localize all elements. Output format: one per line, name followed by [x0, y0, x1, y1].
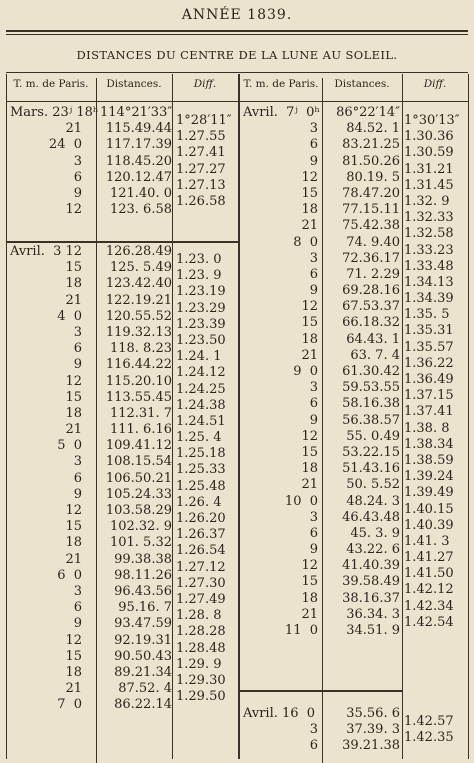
- header-dist-left: Distances.: [106, 78, 162, 90]
- difference-cell: 1.28. 8: [176, 608, 222, 624]
- difference-cell: 1.27.41: [176, 145, 226, 161]
- difference-cell: 1.33.23: [404, 242, 454, 258]
- time-cell: 21: [65, 292, 82, 308]
- time-cell: 12: [65, 632, 82, 648]
- distance-cell: 113.55.45: [105, 389, 172, 405]
- distance-cell: 86.22.14: [114, 697, 172, 713]
- time-cell: 18: [301, 331, 318, 347]
- distance-cell: 84.52. 1: [346, 121, 400, 137]
- subtitle-rule: [6, 72, 468, 73]
- difference-cell: 1.30.59: [404, 145, 454, 161]
- time-cell: 8 0: [293, 234, 318, 250]
- difference-cell: 1.38. 8: [404, 420, 450, 436]
- difference-cell: 1.35.57: [404, 339, 454, 355]
- border-left: [6, 74, 7, 759]
- time-cell: Avril. 3 12: [10, 244, 83, 259]
- time-cell: 6: [73, 600, 82, 616]
- time-cell: 9: [309, 412, 318, 428]
- time-cell: 12: [65, 503, 82, 518]
- time-cell: 21: [301, 477, 318, 493]
- difference-cell: 1.24.38: [176, 397, 226, 413]
- time-cell: 9: [73, 486, 82, 502]
- difference-cell: 1.40.15: [404, 501, 454, 517]
- difference-cell: 1.42.35: [404, 730, 454, 746]
- border-right: [468, 74, 469, 759]
- difference-column: [176, 252, 238, 705]
- distance-cell: 115.49.44: [105, 121, 172, 137]
- time-cell: 15: [65, 260, 82, 276]
- difference-cell: 1.24.51: [176, 413, 226, 429]
- header-time-left: T. m. de Paris.: [13, 78, 89, 90]
- time-column: [243, 105, 318, 639]
- distance-cell: 39.21.38: [342, 738, 400, 754]
- time-cell: 18: [65, 664, 82, 680]
- difference-cell: 1.24.12: [176, 365, 226, 381]
- distance-cell: 34.51. 9: [346, 623, 400, 638]
- difference-cell: 1.26.54: [176, 543, 226, 559]
- header-time-right: T. m. de Paris.: [243, 78, 319, 90]
- difference-cell: 1.41. 3: [404, 533, 450, 549]
- distance-cell: 80.19. 5: [346, 169, 400, 185]
- time-cell: 7 0: [57, 697, 82, 713]
- time-cell: 3: [309, 509, 318, 525]
- time-cell: 11 0: [284, 623, 318, 638]
- difference-cell: 1.23.39: [176, 316, 226, 332]
- time-cell: 12: [65, 373, 82, 389]
- distance-cell: 55. 0.49: [346, 428, 400, 444]
- distance-cell: 106.50.21: [105, 470, 172, 486]
- distance-cell: 71. 2.29: [346, 266, 400, 282]
- page-title: ANNÉE 1839.: [181, 7, 293, 23]
- distance-column: [100, 105, 172, 218]
- distance-cell: 121.40. 0: [109, 185, 172, 201]
- divider: [402, 74, 403, 759]
- distance-cell: 126.28.49: [105, 244, 172, 259]
- distance-cell: 118.45.20: [105, 153, 172, 169]
- difference-cell: 1.23. 0: [176, 252, 222, 267]
- difference-cell: 1.27.12: [176, 559, 226, 575]
- time-cell: 6: [309, 137, 318, 153]
- difference-cell: 1.32.33: [404, 210, 454, 226]
- difference-cell: 1.37.15: [404, 388, 454, 404]
- difference-cell: 1.27.49: [176, 591, 226, 607]
- distance-cell: 89.21.34: [114, 664, 172, 680]
- distance-cell: 41.40.39: [342, 558, 400, 574]
- time-cell: 21: [301, 218, 318, 234]
- distance-cell: 46.43.48: [342, 509, 400, 525]
- time-cell: 24 0: [48, 137, 82, 153]
- difference-cell: 1°28′11″: [176, 113, 232, 128]
- difference-cell: 1.38.34: [404, 436, 454, 452]
- difference-cell: 1.25. 4: [176, 430, 222, 446]
- distance-cell: 111. 6.16: [109, 422, 172, 438]
- difference-cell: 1.41.50: [404, 566, 454, 582]
- time-cell: 15: [301, 315, 318, 331]
- time-cell: 3: [73, 583, 82, 599]
- distance-cell: 118. 8.23: [109, 341, 172, 357]
- distance-cell: 69.28.16: [342, 283, 400, 299]
- difference-column: [404, 113, 466, 631]
- difference-column: [404, 714, 466, 746]
- time-cell: 9: [309, 283, 318, 299]
- distance-cell: 39.58.49: [342, 574, 400, 590]
- difference-cell: 1.25.33: [176, 462, 226, 478]
- difference-cell: 1.25.48: [176, 478, 226, 494]
- difference-cell: 1.36.22: [404, 355, 454, 371]
- difference-cell: 1.42.57: [404, 714, 454, 729]
- time-cell: 21: [65, 681, 82, 697]
- difference-cell: 1.34.39: [404, 291, 454, 307]
- time-cell: 6: [73, 341, 82, 357]
- time-column: [10, 244, 82, 713]
- difference-cell: 1.23.29: [176, 300, 226, 316]
- distance-cell: 53.22.15: [342, 444, 400, 460]
- difference-cell: 1.28.48: [176, 640, 226, 656]
- time-cell: 6 0: [57, 567, 82, 583]
- distance-cell: 36.34. 3: [346, 606, 400, 622]
- time-cell: 21: [65, 422, 82, 438]
- difference-cell: 1.40.39: [404, 517, 454, 533]
- distance-cell: 58.16.38: [342, 396, 400, 412]
- distance-cell: 78.47.20: [342, 185, 400, 201]
- difference-cell: 1.38.59: [404, 452, 454, 468]
- header-dist-right: Distances.: [334, 78, 390, 90]
- time-cell: 18: [65, 405, 82, 421]
- distance-cell: 114°21′33″: [100, 105, 173, 120]
- time-column: [10, 105, 99, 218]
- difference-cell: 1.42.54: [404, 614, 454, 630]
- difference-cell: 1.25.18: [176, 446, 226, 462]
- difference-cell: 1.29. 9: [176, 656, 222, 672]
- difference-cell: 1.24.25: [176, 381, 226, 397]
- time-cell: 6: [309, 266, 318, 282]
- difference-cell: 1.42.34: [404, 598, 454, 614]
- time-cell: 3: [73, 153, 82, 169]
- time-cell: 3: [309, 722, 318, 738]
- distance-cell: 96.43.56: [114, 583, 172, 599]
- distance-cell: 122.19.21: [105, 292, 172, 308]
- distance-cell: 38.16.37: [342, 590, 400, 606]
- time-cell: 12: [65, 202, 82, 218]
- distance-cell: 64.43. 1: [346, 331, 400, 347]
- distance-cell: 56.38.57: [342, 412, 400, 428]
- distance-cell: 105.24.33: [105, 486, 172, 502]
- distance-cell: 109.41.12: [105, 438, 172, 454]
- time-cell: 15: [65, 648, 82, 664]
- difference-cell: 1.32. 9: [404, 193, 450, 209]
- distance-cell: 102.32. 9: [109, 519, 172, 535]
- time-cell: 21: [65, 121, 82, 137]
- divider: [322, 78, 323, 763]
- distance-cell: 115.20.10: [105, 373, 172, 389]
- header-rule: [6, 101, 468, 102]
- time-cell: 9: [73, 185, 82, 201]
- distance-cell: 45. 3. 9: [350, 525, 400, 541]
- distance-cell: 103.58.29: [105, 503, 172, 518]
- distance-cell: 75.42.38: [342, 218, 400, 234]
- time-cell: 6: [73, 169, 82, 185]
- time-cell: 3: [309, 250, 318, 266]
- time-cell: 21: [301, 347, 318, 363]
- distance-cell: 98.11.26: [114, 567, 172, 583]
- distance-cell: 86°22′14″: [336, 105, 400, 120]
- time-cell: 9: [309, 542, 318, 558]
- difference-cell: 1.23. 9: [176, 268, 222, 284]
- distance-cell: 120.55.52: [105, 308, 172, 324]
- time-cell: 15: [301, 574, 318, 590]
- distance-cell: 101. 5.32: [109, 535, 172, 551]
- difference-cell: 1.30.36: [404, 129, 454, 145]
- distance-column: [326, 706, 400, 755]
- time-cell: Avril. 7ʲ 0ʰ: [243, 105, 320, 120]
- title-rule: [6, 30, 468, 32]
- time-cell: 3: [309, 380, 318, 396]
- difference-cell: 1.39.24: [404, 469, 454, 485]
- time-cell: 18: [65, 276, 82, 292]
- distance-cell: 123.42.40: [105, 276, 172, 292]
- divider: [96, 78, 97, 763]
- difference-cell: 1.33.48: [404, 258, 454, 274]
- difference-cell: 1.29.30: [176, 672, 226, 688]
- difference-cell: 1.42.12: [404, 582, 454, 598]
- difference-cell: 1.26.58: [176, 193, 226, 209]
- distance-cell: 61.30.42: [342, 364, 400, 379]
- distance-cell: 67.53.37: [342, 299, 400, 315]
- header-diff-right: Diff.: [423, 78, 447, 90]
- difference-cell: 1.29.50: [176, 689, 226, 705]
- distance-cell: 51.43.16: [342, 461, 400, 477]
- time-cell: 12: [301, 558, 318, 574]
- distance-cell: 81.50.26: [342, 153, 400, 169]
- distance-cell: 92.19.31: [114, 632, 172, 648]
- distance-cell: 93.47.59: [114, 616, 172, 632]
- time-cell: 15: [301, 444, 318, 460]
- distance-cell: 125. 5.49: [109, 260, 172, 276]
- time-cell: 6: [309, 525, 318, 541]
- time-cell: 12: [301, 428, 318, 444]
- distance-cell: 108.15.54: [105, 454, 172, 470]
- time-cell: 9: [73, 357, 82, 373]
- distance-cell: 87.52. 4: [118, 681, 172, 697]
- difference-cell: 1.24. 1: [176, 349, 222, 365]
- difference-cell: 1.41.27: [404, 550, 454, 566]
- time-cell: 6: [309, 396, 318, 412]
- difference-cell: 1.32.58: [404, 226, 454, 242]
- time-cell: 21: [65, 551, 82, 567]
- difference-cell: 1.31.45: [404, 177, 454, 193]
- distance-cell: 63. 7. 4: [350, 347, 400, 363]
- difference-cell: 1.27.55: [176, 129, 226, 145]
- time-cell: 15: [65, 519, 82, 535]
- distance-cell: 99.38.38: [114, 551, 172, 567]
- distance-cell: 35.56. 6: [346, 706, 400, 721]
- distance-column: [100, 244, 172, 713]
- time-cell: 21: [301, 606, 318, 622]
- difference-cell: 1.35. 5: [404, 307, 450, 323]
- distance-cell: 95.16. 7: [118, 600, 172, 616]
- difference-cell: 1.37.41: [404, 404, 454, 420]
- divider: [172, 74, 173, 759]
- time-cell: 12: [301, 169, 318, 185]
- distance-cell: 48.24. 3: [346, 493, 400, 509]
- time-cell: 6: [309, 738, 318, 754]
- difference-cell: 1.34.13: [404, 274, 454, 290]
- difference-cell: 1.28.28: [176, 624, 226, 640]
- time-cell: 18: [65, 535, 82, 551]
- distance-cell: 43.22. 6: [346, 542, 400, 558]
- time-cell: 3: [309, 121, 318, 137]
- distance-cell: 37.39. 3: [346, 722, 400, 738]
- block-separator-right: [240, 690, 402, 692]
- difference-cell: 1.27.30: [176, 575, 226, 591]
- center-divider: [238, 74, 240, 759]
- distance-cell: 77.15.11: [342, 202, 400, 218]
- difference-cell: 1.39.49: [404, 485, 454, 501]
- time-column: [243, 706, 318, 755]
- distance-cell: 112.31. 7: [109, 405, 172, 421]
- difference-cell: 1.23.19: [176, 284, 226, 300]
- difference-cell: 1.27.13: [176, 177, 226, 193]
- distance-column: [326, 105, 400, 639]
- difference-cell: 1.23.50: [176, 332, 226, 348]
- time-cell: 5 0: [57, 438, 82, 454]
- time-cell: 18: [301, 461, 318, 477]
- distance-cell: 72.36.17: [342, 250, 400, 266]
- distance-cell: 119.32.13: [105, 324, 172, 340]
- time-cell: 9: [309, 153, 318, 169]
- distance-cell: 74. 9.40: [346, 234, 400, 250]
- time-cell: 15: [301, 185, 318, 201]
- header-diff-left: Diff.: [193, 78, 217, 90]
- distance-cell: 90.50.43: [114, 648, 172, 664]
- distance-cell: 50. 5.52: [346, 477, 400, 493]
- difference-cell: 1.26.20: [176, 511, 226, 526]
- difference-cell: 1.27.27: [176, 161, 226, 177]
- time-cell: 9 0: [293, 364, 318, 379]
- distance-cell: 117.17.39: [105, 137, 172, 153]
- difference-cell: 1.35.31: [404, 323, 454, 339]
- distance-cell: 120.12.47: [105, 169, 172, 185]
- time-cell: 18: [301, 590, 318, 606]
- distance-cell: 83.21.25: [342, 137, 400, 153]
- difference-cell: 1.36.49: [404, 372, 454, 387]
- difference-cell: 1.26. 4: [176, 494, 222, 510]
- difference-cell: 1.31.21: [404, 161, 454, 177]
- time-cell: Mars. 23ʲ 18ʰ: [10, 105, 99, 120]
- time-cell: 6: [73, 470, 82, 486]
- distance-cell: 59.53.55: [342, 380, 400, 396]
- title-rule-thin: [6, 34, 468, 35]
- time-cell: 18: [301, 202, 318, 218]
- difference-cell: 1°30′13″: [404, 113, 460, 128]
- time-cell: 3: [73, 324, 82, 340]
- difference-cell: 1.26.37: [176, 527, 226, 543]
- distance-cell: 116.44.22: [105, 357, 172, 373]
- distance-cell: 66.18.32: [342, 315, 400, 331]
- difference-column: [176, 113, 238, 210]
- time-cell: Avril. 16 0: [243, 706, 316, 721]
- time-cell: 4 0: [57, 308, 82, 324]
- block-separator-left: [6, 241, 238, 243]
- table-subtitle: DISTANCES DU CENTRE DE LA LUNE AU SOLEIL.: [76, 48, 398, 62]
- time-cell: 3: [73, 454, 82, 470]
- time-cell: 12: [301, 299, 318, 315]
- time-cell: 9: [73, 616, 82, 632]
- distance-cell: 123. 6.58: [109, 202, 172, 218]
- time-cell: 10 0: [284, 493, 318, 509]
- time-cell: 15: [65, 389, 82, 405]
